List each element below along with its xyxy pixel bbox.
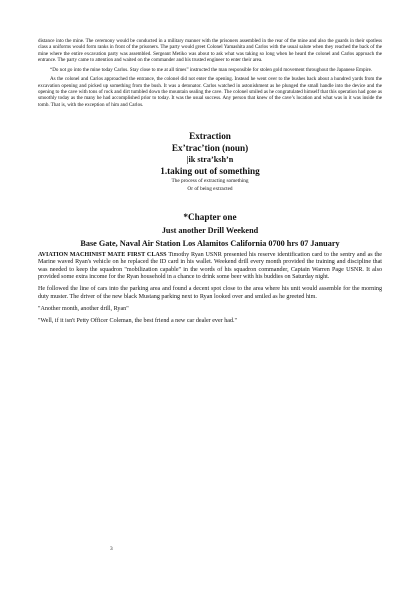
intro-paragraph-3: As the colonel and Carlos approached the entrance, the colonel did not enter the opening. Instead he went over to the bushes back about a hundred yards from the excavation opening and picked up something from the bush. It was a detonator. Carlos watched in astonishment as he plunged the small handle into the device and the opening to the cave with tons of rock and dirt tumbled down the mountain sealing the cave. The colonel smiled as he congratulated himself that this operation had gone as smoothly today as the many he had accomplished prior to today. It was the usual success. Any person that knew of the cave’s location and what was in it was inside the tomb. That is, with the exception of him and Carlos. xyxy=(38,76,382,108)
chapter-body xyxy=(38,252,382,326)
definition-word: Extraction xyxy=(189,131,231,142)
definition-block xyxy=(38,130,382,193)
body-paragraph-2: He followed the line of cars into the parking area and found a decent spot close to the area where his unit would assemble for the morning duty muster. The driver of the new black Mustang parking next to Ryan looked over and smiled as he greeted him. xyxy=(38,286,382,300)
page-number: 3 xyxy=(110,546,113,552)
intro-paragraph-2: “Do not go into the mine today Carlos. Stay close to me at all times” instructed the man responsible for stolen gold movement throughout the Japanese Empire. xyxy=(50,66,373,73)
rank-caps: AVIATION MACHINIST MATE FIRST CLASS xyxy=(38,251,167,258)
definition-line-3: Or of being extracted xyxy=(187,186,233,193)
document-page xyxy=(38,38,382,330)
chapter-location: Base Gate, Naval Air Station Los Alamitos California 0700 hrs 07 January xyxy=(80,238,340,248)
definition-line-2: The process of extracting something xyxy=(171,178,249,185)
chapter-heading xyxy=(38,211,382,250)
body-paragraph-1 xyxy=(38,252,382,282)
body-paragraph-1-text: Timothy Ryan USNR presented his reserve identification card to the sentry and as the Marine waved Ryan's vehicle on he replaced the ID card in his wallet. Weekend drill every month provided the training and discipline that was needed to keep the squadron "mobilization capable" in the words of his squadron commander, Captain Warren Page USNR. It also provided some extra income for the Ryan household in a chance to drink some beer with his buddies on Saturday night. xyxy=(38,251,382,281)
body-paragraph-4: "Well, if it isn't Petty Officer Coleman, the best friend a new car dealer ever had." xyxy=(38,317,238,324)
definition-syllables: Ex’trac’tion (noun) xyxy=(171,143,249,154)
definition-meaning: 1.taking out of something xyxy=(160,166,260,177)
definition-pronunciation: |ik stra’ksh’n xyxy=(186,155,234,165)
intro-paragraph-1: distance into the mine. The ceremony would be conducted in a military manner with the prisoners assembled in the rear of the mine and also the guards in their spotless class a uniforms would form ranks in front of the prisoners. The party would greet Colonel Yamashita and Carlos with the usual salute when they reached the back of the mine where the entire excavation party was assembled. Sergeant Metiko was about to ask what was taking so long when he heard the colonel and Carlos approach the entrance. The party came to attention and waited on the commander and his trusted engineer to enter their area. xyxy=(38,38,382,64)
chapter-title: Just another Drill Weekend xyxy=(161,225,259,235)
chapter-number: *Chapter one xyxy=(183,211,237,222)
body-paragraph-3: "Another month, another drill, Ryan" xyxy=(38,305,129,312)
